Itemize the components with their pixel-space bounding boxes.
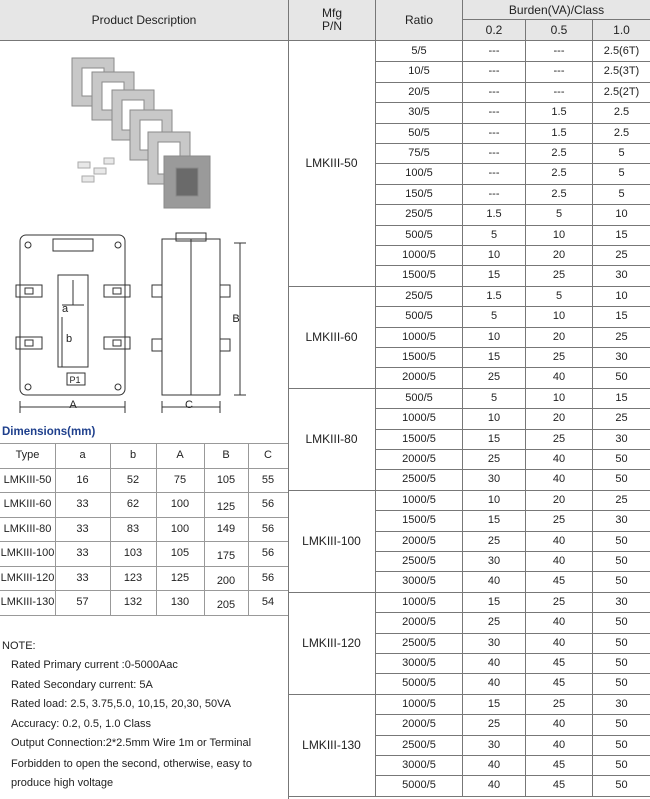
- grid-line: [525, 19, 526, 40]
- grid-line: [0, 443, 288, 444]
- header-class-0-2-label: 0.2: [485, 23, 503, 37]
- grid-line: [204, 443, 205, 615]
- burden-cell: 30: [615, 351, 628, 363]
- dim-cell: 33: [76, 498, 89, 510]
- burden-cell: ---: [488, 187, 500, 200]
- ratio-cell: 500/5: [405, 228, 433, 241]
- burden-cell: 5: [490, 228, 498, 241]
- grid-line: [375, 143, 650, 144]
- burden-cell: 50: [615, 677, 628, 690]
- dim-header-cell: A: [176, 449, 184, 461]
- dim-cell: 100: [170, 522, 190, 535]
- dim-header-cell: Type: [15, 449, 40, 461]
- burden-cell: 1.5: [551, 106, 567, 119]
- burden-cell: 50: [615, 555, 628, 567]
- burden-cell: 1.5: [486, 208, 502, 221]
- grid-line: [375, 633, 650, 634]
- grid-line: [375, 408, 650, 409]
- dim-cell: 200: [216, 574, 236, 587]
- burden-cell: 50: [615, 779, 628, 792]
- note-line: Forbidden to open the second, otherwise, easy to: [11, 758, 252, 770]
- header-mfg-pn: [289, 0, 375, 40]
- burden-cell: 50: [615, 616, 628, 629]
- grid-line: [462, 0, 463, 40]
- header-mfg-pn-label: Mfg P/N: [321, 6, 342, 33]
- burden-cell: ---: [488, 45, 500, 57]
- ratio-cell: 2500/5: [402, 738, 436, 751]
- dim-cell: 52: [126, 473, 140, 486]
- burden-cell: ---: [488, 126, 500, 139]
- burden-cell: 45: [552, 759, 566, 771]
- burden-cell: 2.5: [551, 187, 567, 200]
- burden-cell: 10: [552, 228, 566, 241]
- burden-cell: 2.5(3T): [603, 65, 640, 78]
- dim-label-a-small: a: [61, 303, 69, 315]
- burden-cell: 50: [615, 575, 628, 588]
- ratio-cell: 20/5: [408, 85, 430, 98]
- burden-cell: 25: [615, 412, 628, 425]
- ratio-cell: 2000/5: [402, 534, 436, 547]
- burden-cell: 5: [618, 187, 625, 200]
- grid-line: [375, 245, 650, 246]
- burden-cell: 10: [487, 330, 501, 343]
- dim-cell: 56: [261, 571, 275, 584]
- dim-cell: 62: [126, 498, 140, 510]
- dim-cell: 16: [76, 473, 89, 486]
- grid-line: [375, 612, 650, 613]
- burden-cell: 25: [552, 269, 566, 282]
- ratio-cell: 1000/5: [402, 330, 436, 343]
- dim-cell: 132: [123, 596, 143, 608]
- burden-cell: 2.5(6T): [603, 45, 640, 57]
- grid-line: [375, 755, 650, 756]
- dim-cell: 105: [170, 547, 190, 559]
- grid-line: [375, 347, 650, 348]
- burden-cell: 5: [555, 208, 563, 221]
- dim-cell: LMKIII-50: [3, 473, 52, 486]
- dim-cell: 100: [170, 498, 190, 510]
- burden-cell: 20: [552, 330, 566, 343]
- burden-cell: 25: [552, 432, 566, 445]
- grid-line: [0, 615, 288, 616]
- grid-line: [592, 19, 593, 40]
- mfg-part-number: LMKIII-130: [302, 738, 361, 752]
- burden-cell: 30: [487, 555, 501, 567]
- dim-cell: 54: [261, 596, 275, 608]
- ratio-cell: 2000/5: [402, 453, 436, 465]
- burden-cell: 40: [487, 575, 501, 588]
- burden-cell: ---: [553, 45, 565, 57]
- burden-cell: 40: [552, 473, 566, 486]
- ratio-cell: 1000/5: [402, 697, 436, 710]
- header-ratio: [376, 0, 462, 40]
- grid-line: [375, 82, 650, 83]
- notes-title: NOTE:: [2, 640, 36, 652]
- dim-cell: 56: [261, 498, 275, 510]
- burden-cell: 2.5: [551, 167, 567, 180]
- grid-line: [375, 673, 650, 674]
- grid-line: [375, 367, 650, 368]
- burden-cell: ---: [488, 65, 500, 78]
- ratio-cell: 2500/5: [402, 473, 436, 486]
- grid-line: [375, 184, 650, 185]
- ratio-cell: 3000/5: [402, 575, 436, 588]
- burden-cell: 30: [615, 595, 628, 608]
- burden-cell: 5: [555, 289, 563, 302]
- burden-cell: 2.5: [613, 106, 630, 119]
- burden-cell: 25: [552, 514, 566, 527]
- grid-line: [375, 714, 650, 715]
- burden-cell: 40: [552, 738, 566, 751]
- ratio-cell: 2000/5: [402, 616, 436, 629]
- grid-line: [156, 443, 157, 615]
- burden-cell: 50: [615, 636, 628, 649]
- ratio-cell: 2000/5: [402, 718, 436, 731]
- burden-cell: 25: [487, 371, 501, 384]
- dim-cell: LMKIII-120: [0, 571, 55, 584]
- burden-cell: 15: [615, 310, 628, 323]
- burden-cell: 5: [490, 310, 498, 323]
- dim-cell: 33: [76, 571, 89, 584]
- grid-line: [375, 469, 650, 470]
- grid-line: [375, 551, 650, 552]
- ratio-cell: 1500/5: [402, 269, 436, 282]
- grid-line: [375, 531, 650, 532]
- dim-cell: 56: [261, 522, 275, 535]
- grid-line: [288, 0, 289, 799]
- ratio-cell: 5000/5: [402, 779, 436, 792]
- dim-cell: 175: [216, 550, 236, 562]
- burden-cell: 25: [552, 351, 566, 363]
- grid-line: [375, 204, 650, 205]
- grid-line: [110, 443, 111, 615]
- burden-cell: 40: [487, 657, 501, 669]
- burden-cell: 45: [552, 575, 566, 588]
- burden-cell: 40: [552, 616, 566, 629]
- dim-label-B: B: [232, 313, 240, 325]
- dim-cell: 130: [170, 596, 190, 608]
- burden-cell: 40: [552, 453, 566, 465]
- burden-cell: 40: [487, 779, 501, 792]
- burden-cell: 2.5(2T): [603, 85, 640, 98]
- burden-cell: 20: [552, 493, 566, 506]
- burden-cell: 5: [618, 167, 625, 180]
- burden-cell: 50: [615, 473, 628, 486]
- burden-cell: ---: [553, 85, 565, 98]
- burden-cell: 40: [552, 636, 566, 649]
- ratio-cell: 100/5: [405, 167, 433, 180]
- burden-cell: 30: [615, 697, 628, 710]
- grid-line: [462, 40, 463, 796]
- burden-cell: 15: [487, 595, 501, 608]
- grid-line: [375, 0, 376, 40]
- ratio-cell: 250/5: [405, 208, 433, 221]
- burden-cell: 50: [615, 759, 628, 771]
- burden-cell: 5: [490, 391, 498, 404]
- ratio-cell: 5/5: [411, 45, 427, 57]
- note-line: Output Connection:2*2.5mm Wire 1m or Terminal: [11, 737, 252, 749]
- note-line: Accuracy: 0.2, 0.5, 1.0 Class: [11, 718, 152, 730]
- ratio-cell: 1000/5: [402, 412, 436, 425]
- note-line: Rated load: 2.5, 3.75,5.0, 10,15, 20,30, 50VA: [11, 698, 231, 710]
- header-product-description-label: Product Description: [91, 13, 197, 27]
- grid-line: [0, 590, 288, 591]
- burden-cell: 5: [618, 147, 625, 159]
- burden-cell: 10: [487, 493, 501, 506]
- burden-cell: 25: [552, 697, 566, 710]
- mfg-part-number: LMKIII-80: [305, 432, 358, 446]
- burden-cell: 40: [552, 718, 566, 731]
- burden-cell: 40: [552, 555, 566, 567]
- grid-line: [525, 40, 526, 796]
- ratio-cell: 1000/5: [402, 249, 436, 261]
- ratio-cell: 1000/5: [402, 595, 436, 608]
- grid-line: [0, 517, 288, 518]
- dim-cell: 33: [76, 547, 89, 559]
- burden-cell: 15: [615, 391, 628, 404]
- mfg-part-number: LMKIII-50: [305, 156, 358, 170]
- header-class-1-0-label: 1.0: [613, 23, 630, 37]
- dim-cell: LMKIII-100: [0, 547, 55, 559]
- grid-line: [288, 490, 650, 491]
- burden-cell: 40: [487, 759, 501, 771]
- burden-cell: 50: [615, 738, 628, 751]
- burden-cell: 15: [487, 269, 501, 282]
- grid-line: [375, 102, 650, 103]
- burden-cell: 25: [487, 616, 501, 629]
- dim-cell: 57: [76, 596, 89, 608]
- ratio-cell: 1500/5: [402, 432, 436, 445]
- burden-cell: 50: [615, 453, 628, 465]
- burden-cell: 2.5: [551, 147, 567, 159]
- front-view-drawing: [10, 225, 135, 420]
- grid-line: [375, 327, 650, 328]
- burden-cell: 25: [487, 534, 501, 547]
- grid-line: [55, 443, 56, 615]
- grid-line: [375, 449, 650, 450]
- burden-cell: 25: [487, 453, 501, 465]
- burden-cell: ---: [488, 106, 500, 119]
- dim-cell: 123: [123, 571, 143, 584]
- grid-line: [375, 653, 650, 654]
- dim-cell: 75: [173, 473, 187, 486]
- dim-cell: 125: [170, 571, 190, 584]
- ratio-cell: 30/5: [408, 106, 430, 119]
- dim-cell: 55: [261, 473, 275, 486]
- burden-cell: 50: [615, 657, 628, 669]
- burden-cell: 50: [615, 371, 628, 384]
- burden-cell: 45: [552, 677, 566, 690]
- note-line: produce high voltage: [11, 777, 114, 789]
- grid-line: [375, 61, 650, 62]
- grid-line: [375, 265, 650, 266]
- grid-line: [375, 40, 376, 796]
- ratio-cell: 2000/5: [402, 371, 436, 384]
- dim-label-b-small: b: [65, 333, 73, 345]
- header-burden: [463, 0, 650, 19]
- burden-cell: ---: [488, 167, 500, 180]
- dim-header-cell: C: [264, 449, 272, 461]
- burden-cell: 50: [615, 718, 628, 731]
- dim-label-C: C: [185, 399, 193, 411]
- grid-line: [288, 694, 650, 695]
- grid-line: [375, 123, 650, 124]
- header-burden-label: Burden(VA)/Class: [508, 2, 605, 17]
- burden-cell: 2.5: [613, 126, 630, 139]
- ratio-cell: 10/5: [408, 65, 430, 78]
- grid-line: [288, 286, 650, 287]
- dim-cell: 33: [76, 522, 89, 535]
- burden-cell: 25: [615, 493, 628, 506]
- grid-line: [0, 468, 288, 469]
- grid-line: [462, 19, 650, 20]
- header-class-1-0: [593, 20, 650, 40]
- ratio-cell: 500/5: [405, 310, 433, 323]
- dimensions-title: Dimensions(mm): [2, 426, 96, 438]
- grid-line: [0, 492, 288, 493]
- grid-line: [375, 429, 650, 430]
- dim-cell: 105: [216, 473, 236, 486]
- burden-cell: 45: [552, 657, 566, 669]
- dim-label-p1: P1: [69, 375, 81, 385]
- burden-cell: 15: [487, 697, 501, 710]
- grid-line: [592, 40, 593, 796]
- grid-line: [375, 775, 650, 776]
- burden-cell: 30: [615, 269, 628, 282]
- grid-line: [0, 40, 650, 41]
- grid-line: [288, 388, 650, 389]
- note-line: Rated Secondary current: 5A: [11, 679, 153, 691]
- grid-line: [0, 566, 288, 567]
- burden-cell: 20: [552, 249, 566, 261]
- ratio-cell: 1500/5: [402, 514, 436, 527]
- dim-cell: LMKIII-60: [3, 498, 52, 510]
- grid-line: [375, 225, 650, 226]
- burden-cell: 25: [552, 595, 566, 608]
- grid-line: [375, 571, 650, 572]
- dim-header-cell: b: [129, 449, 137, 461]
- dim-cell: 83: [126, 522, 140, 535]
- dim-cell: LMKIII-130: [0, 596, 55, 608]
- burden-cell: 20: [552, 412, 566, 425]
- note-line: Rated Primary current :0-5000Aac: [11, 659, 178, 671]
- header-class-0-5: [526, 20, 592, 40]
- dim-cell: 205: [216, 599, 236, 611]
- burden-cell: 10: [615, 208, 628, 221]
- ratio-cell: 1000/5: [402, 493, 436, 506]
- burden-cell: 45: [552, 779, 566, 792]
- burden-cell: ---: [488, 147, 500, 159]
- mfg-part-number: LMKIII-120: [302, 636, 361, 650]
- dim-cell: 56: [261, 547, 275, 559]
- burden-cell: 30: [615, 514, 628, 527]
- grid-line: [375, 735, 650, 736]
- burden-cell: 30: [487, 473, 501, 486]
- dim-cell: 125: [216, 501, 236, 513]
- dim-label-A: A: [69, 399, 77, 411]
- header-class-0-5-label: 0.5: [550, 23, 568, 37]
- burden-cell: 25: [615, 330, 628, 343]
- grid-line: [288, 796, 650, 797]
- burden-cell: 30: [487, 738, 501, 751]
- dim-header-cell: a: [79, 449, 86, 461]
- ratio-cell: 3000/5: [402, 759, 436, 771]
- burden-cell: ---: [553, 65, 565, 78]
- burden-cell: 10: [552, 391, 566, 404]
- burden-cell: 25: [615, 249, 628, 261]
- burden-cell: 40: [487, 677, 501, 690]
- header-product-description: [0, 0, 288, 40]
- grid-line: [0, 541, 288, 542]
- mfg-part-number: LMKIII-60: [305, 330, 358, 344]
- burden-cell: 15: [487, 514, 501, 527]
- mfg-part-number: LMKIII-100: [302, 534, 361, 548]
- ratio-cell: 2500/5: [402, 636, 436, 649]
- dim-cell: 149: [216, 522, 236, 535]
- burden-cell: 30: [615, 432, 628, 445]
- header-ratio-label: Ratio: [404, 13, 433, 27]
- burden-cell: 40: [552, 534, 566, 547]
- burden-cell: 15: [615, 228, 628, 241]
- dim-cell: 103: [123, 547, 143, 559]
- header-class-0-2: [463, 20, 525, 40]
- burden-cell: 10: [552, 310, 566, 323]
- burden-cell: 10: [487, 249, 501, 261]
- ratio-cell: 150/5: [405, 187, 433, 200]
- grid-line: [375, 306, 650, 307]
- burden-cell: 25: [487, 718, 501, 731]
- ratio-cell: 500/5: [405, 391, 433, 404]
- burden-cell: 40: [552, 371, 566, 384]
- burden-cell: 10: [615, 289, 628, 302]
- burden-cell: ---: [488, 85, 500, 98]
- ratio-cell: 3000/5: [402, 657, 436, 669]
- ratio-cell: 250/5: [405, 289, 433, 302]
- grid-line: [375, 163, 650, 164]
- dim-header-cell: B: [222, 449, 230, 461]
- grid-line: [248, 443, 249, 615]
- ratio-cell: 2500/5: [402, 555, 436, 567]
- burden-cell: 15: [487, 432, 501, 445]
- burden-cell: 50: [615, 534, 628, 547]
- grid-line: [375, 510, 650, 511]
- ratio-cell: 50/5: [408, 126, 430, 139]
- ratio-cell: 1500/5: [402, 351, 436, 363]
- burden-cell: 10: [487, 412, 501, 425]
- burden-cell: 1.5: [486, 289, 502, 302]
- burden-cell: 15: [487, 351, 501, 363]
- product-photo: [60, 50, 240, 215]
- burden-cell: 1.5: [551, 126, 567, 139]
- burden-cell: 30: [487, 636, 501, 649]
- grid-line: [288, 592, 650, 593]
- ratio-cell: 5000/5: [402, 677, 436, 690]
- dim-cell: LMKIII-80: [3, 522, 52, 535]
- ratio-cell: 75/5: [408, 147, 430, 159]
